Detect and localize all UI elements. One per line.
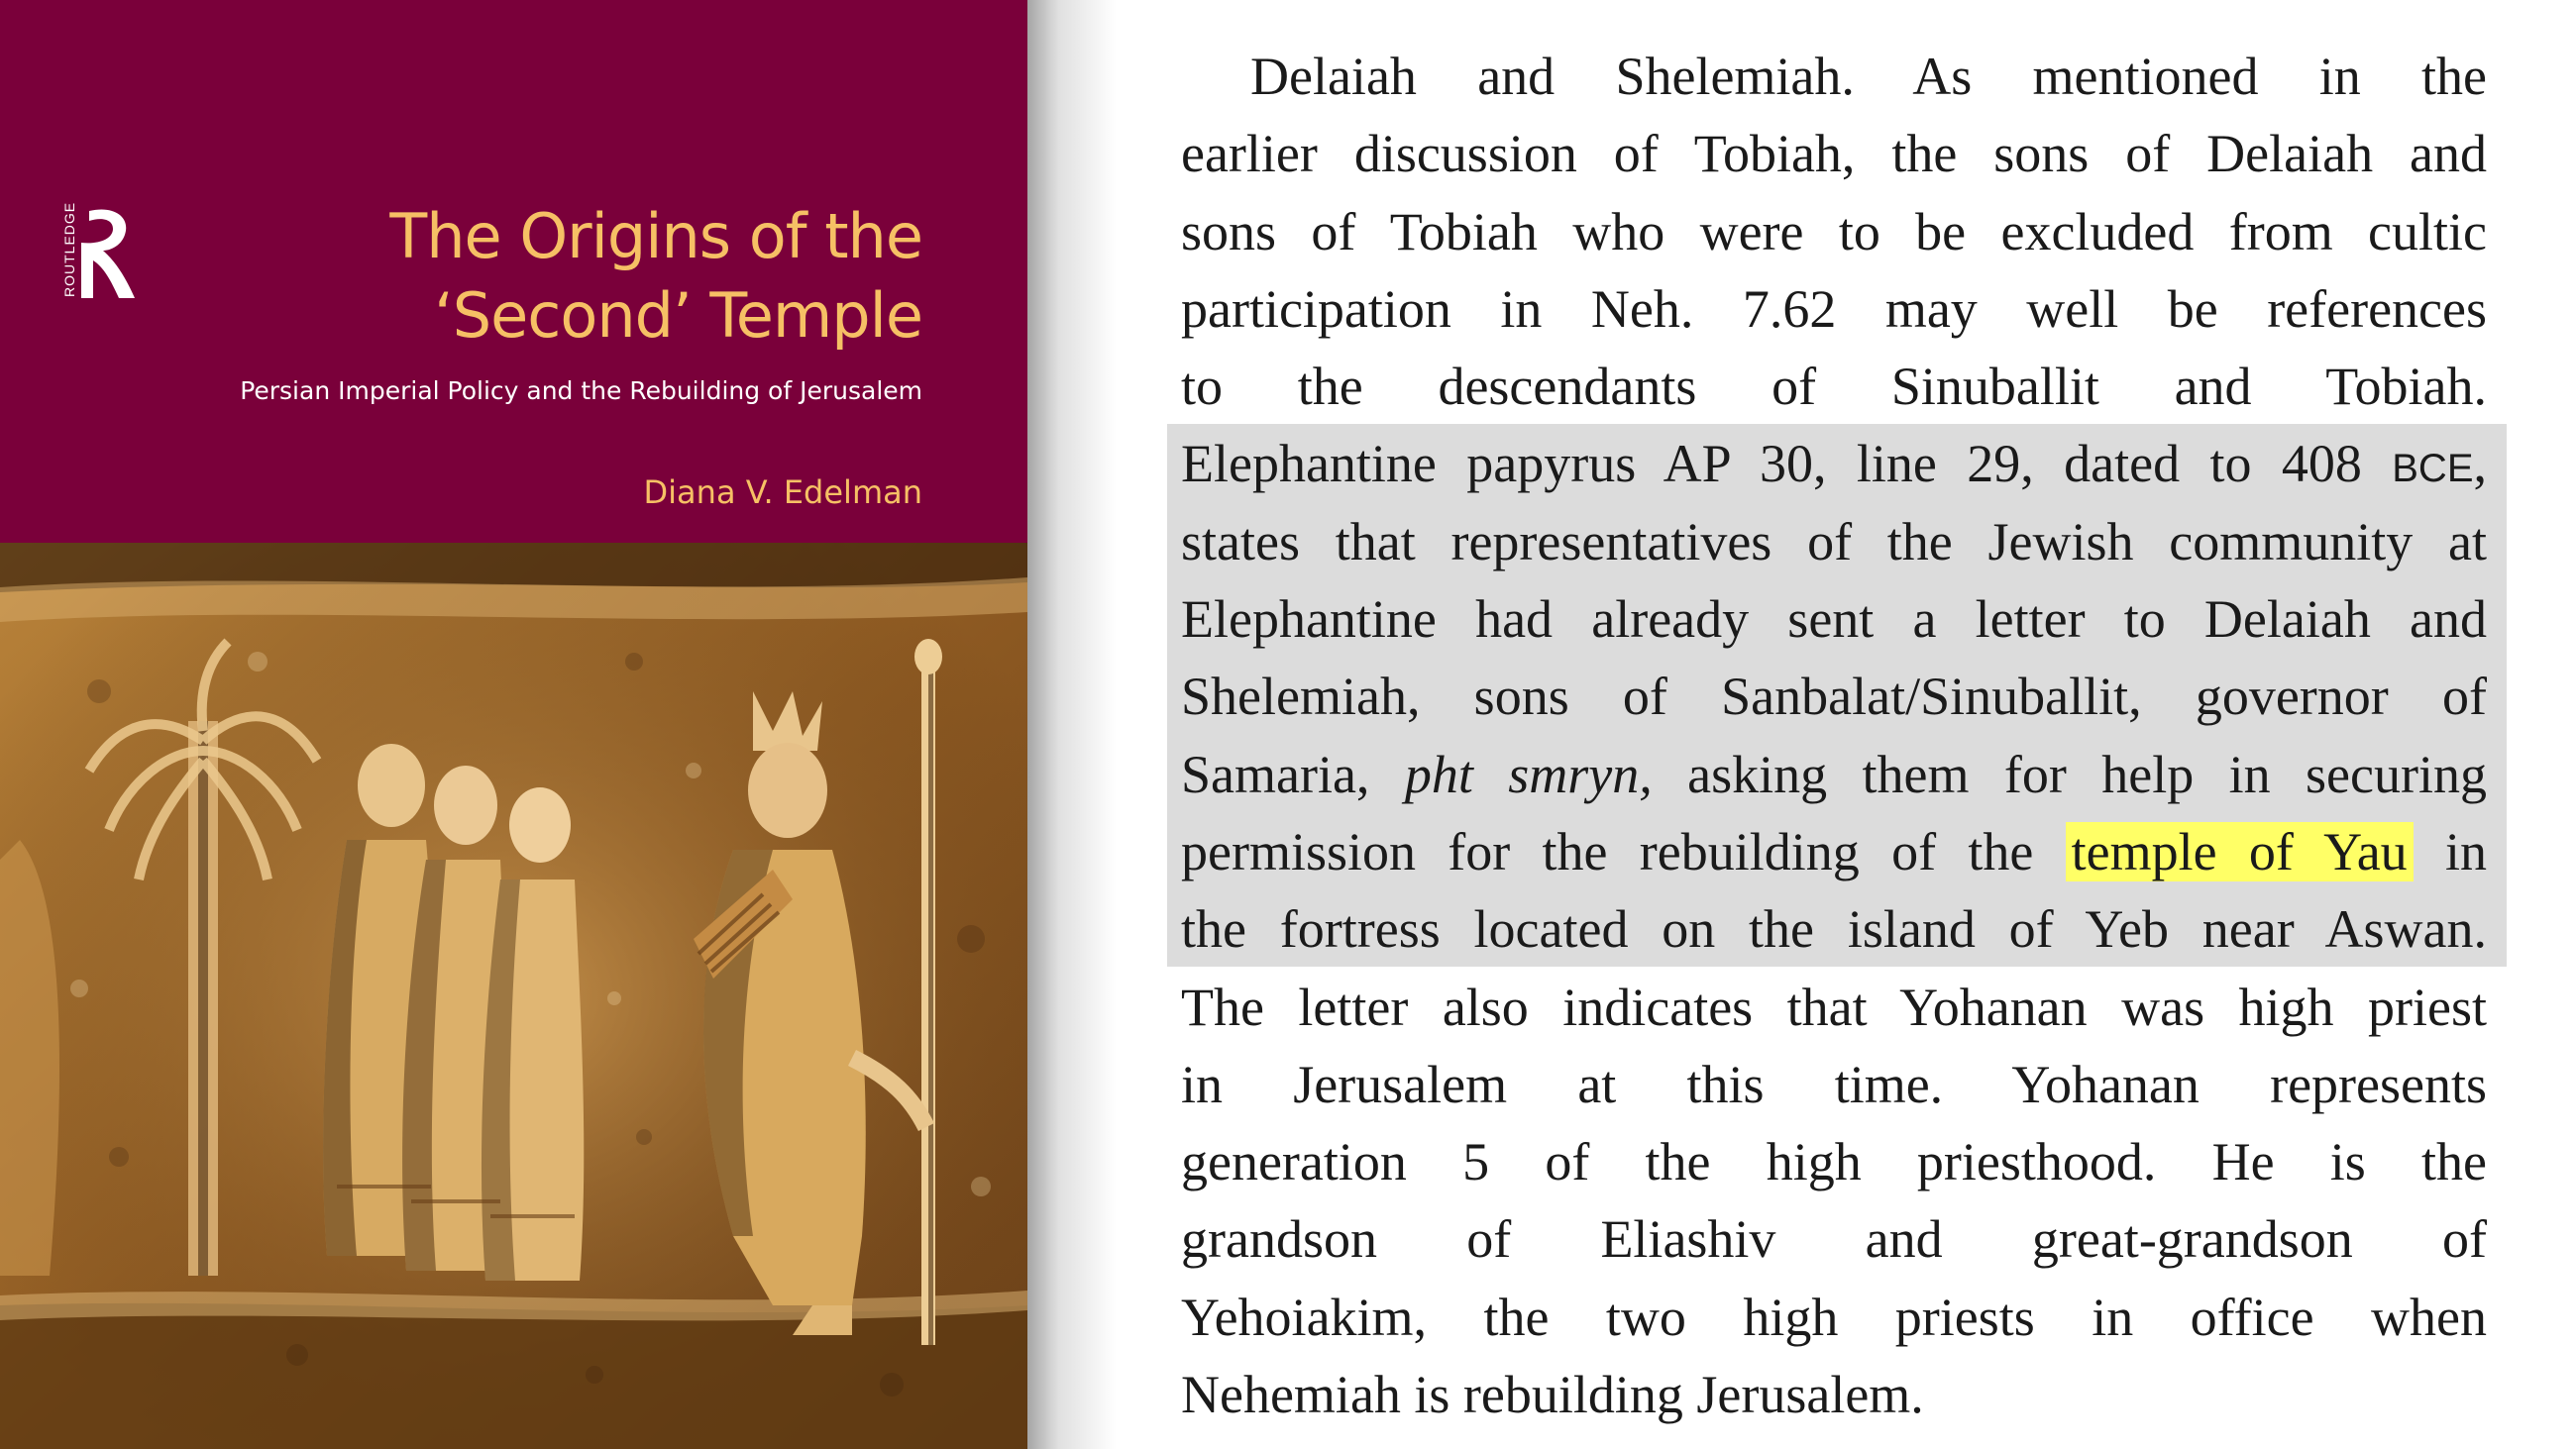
cover-header — [0, 0, 1027, 543]
text-line: The letter also indicates that Yohanan was high priest — [1181, 977, 2487, 1037]
cover-relief-image — [0, 543, 1027, 1449]
highlighted-phrase: temple of Yau — [2066, 822, 2414, 881]
text-line: earlier discussion of Tobiah, the sons of Delaiah and — [1181, 124, 2487, 184]
quote-text: Elephantine papyrus AP 30, line 29, dated to 408 — [1181, 434, 2393, 494]
quote-line — [1181, 736, 2487, 813]
book-cover — [0, 0, 1027, 1449]
book-title-line-1: The Origins of the — [389, 200, 922, 272]
text-line: Yehoiakim, the two high priests in office when — [1181, 1287, 2487, 1347]
text-line: participation in Neh. 7.62 may well be references — [1181, 278, 2487, 339]
quote-text: in — [2413, 821, 2487, 881]
text-line: sons of Tobiah who were to be excluded from cultic — [1181, 201, 2487, 261]
book-author: Diana V. Edelman — [643, 473, 922, 511]
publisher-name: ROUTLEDGE — [61, 201, 77, 297]
era-abbreviation: BCE — [2392, 447, 2474, 491]
text-line: in Jerusalem at this time. Yohanan represents — [1181, 1054, 2487, 1114]
quote-line: Shelemiah, sons of Sanbalat/Sinuballit, governor of — [1181, 667, 2487, 727]
quote-text: asking them for help in securing — [1652, 744, 2487, 804]
quote-line — [1181, 813, 2487, 890]
quote-text: , — [2473, 434, 2487, 494]
book-subtitle: Persian Imperial Policy and the Rebuilding of Jerusalem — [240, 376, 922, 405]
quote-line: the fortress located on the island of Yeb near Aswan. — [1181, 899, 2487, 960]
quote-line: states that representatives of the Jewish community at — [1181, 511, 2487, 571]
text-line: Delaiah and Shelemiah. As mentioned in the — [1250, 47, 2487, 106]
book-page-text — [1181, 38, 2487, 1433]
text-line: grandson of Eliashiv and great-grandson of — [1181, 1209, 2487, 1270]
book-title-line-2: ‘Second’ Temple — [434, 279, 922, 352]
text-line: to the descendants of Sinuballit and Tobiah. — [1181, 357, 2487, 417]
text-line: Nehemiah is rebuilding Jerusalem. — [1181, 1365, 1924, 1425]
aramaic-term: pht smryn, — [1404, 744, 1653, 804]
quote-text: Samaria, — [1181, 744, 1405, 804]
quote-line — [1181, 425, 2487, 502]
quote-text: permission for the rebuilding of the — [1181, 821, 2066, 881]
cover-shadow — [1027, 0, 1117, 1449]
quote-line: Elephantine had already sent a letter to Delaiah and — [1181, 589, 2487, 650]
text-line: generation 5 of the high priesthood. He is the — [1181, 1132, 2487, 1192]
